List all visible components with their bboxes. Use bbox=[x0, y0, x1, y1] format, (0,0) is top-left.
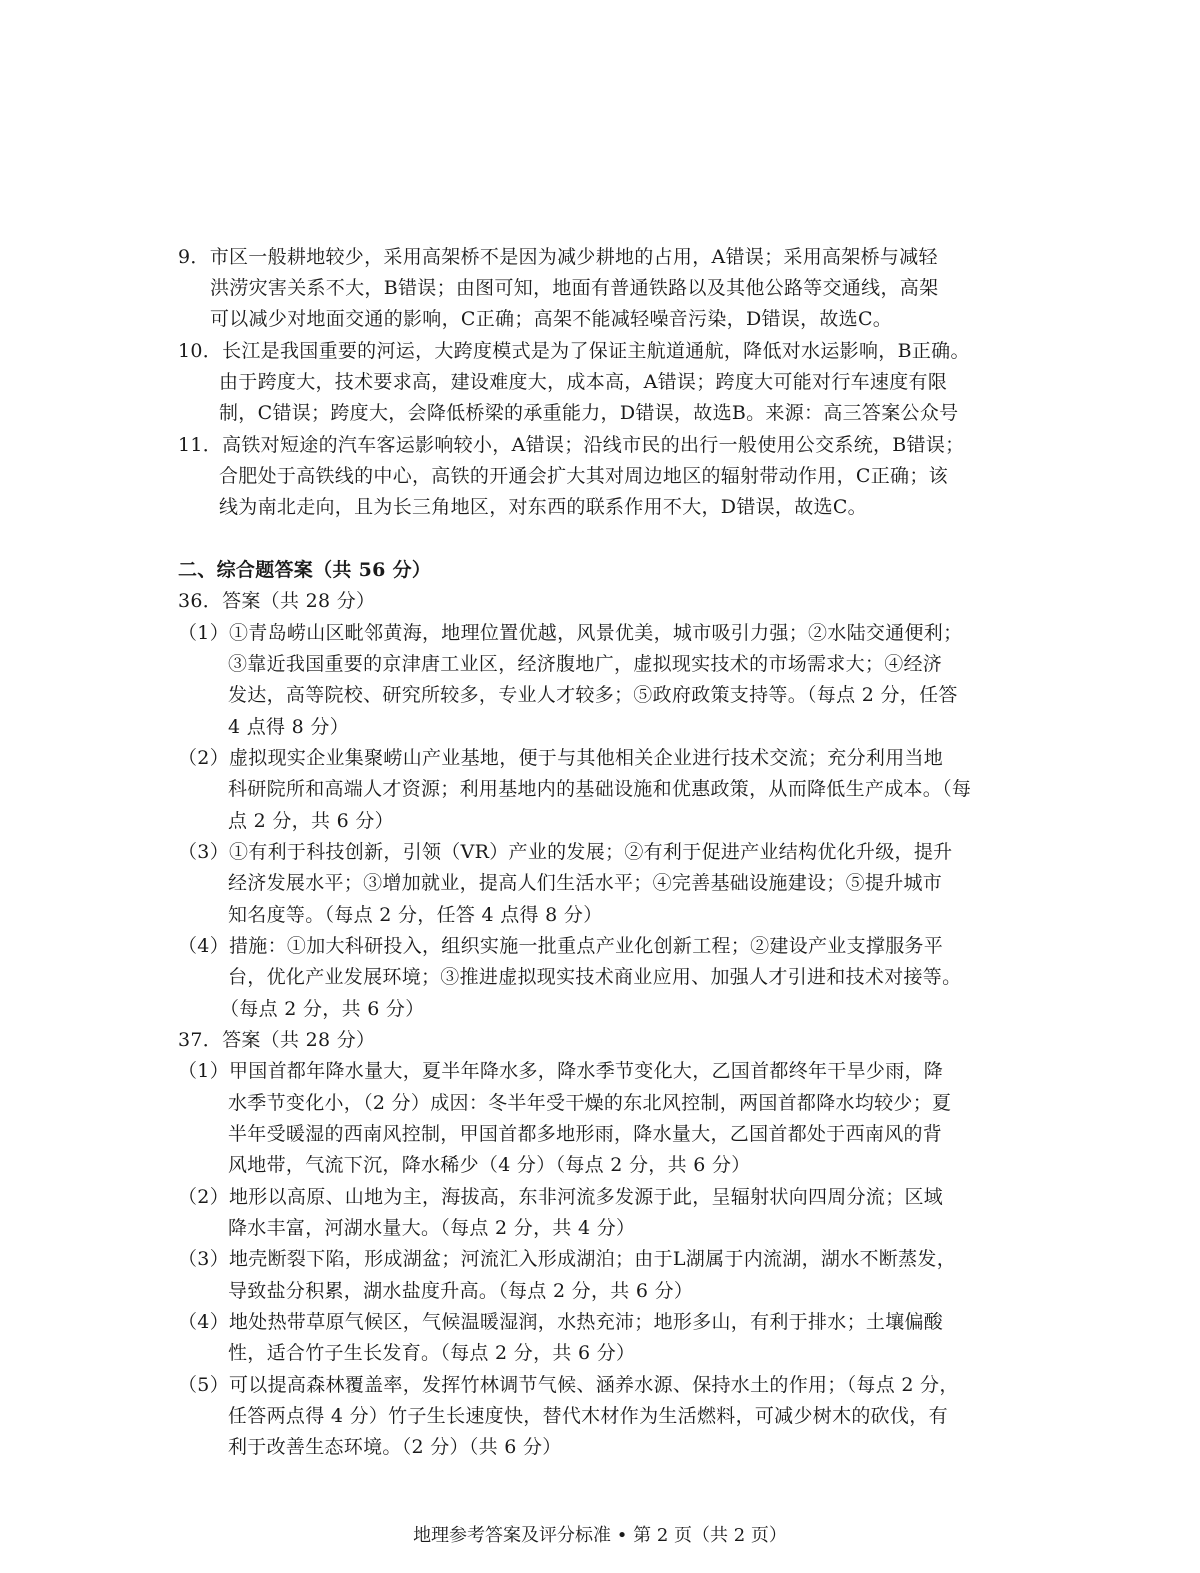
text-line: 9．市区一般耕地较少，采用高架桥不是因为减少耕地的占用，A错误；采用高架桥与减轻 bbox=[178, 246, 938, 268]
text-line: （每点 2 分，共 6 分） bbox=[220, 998, 425, 1020]
text-line: （2）虚拟现实企业集聚崂山产业基地，便于与其他相关企业进行技术交流；充分利用当地 bbox=[178, 747, 944, 769]
text-line: 半年受暖湿的西南风控制，甲国首都多地形雨，降水量大，乙国首都处于西南风的背 bbox=[228, 1123, 943, 1145]
text-line: 合肥处于高铁线的中心，高铁的开通会扩大其对周边地区的辐射带动作用，C正确；该 bbox=[219, 465, 948, 487]
text-line: ③靠近我国重要的京津唐工业区，经济腹地广，虚拟现实技术的市场需求大；④经济 bbox=[228, 653, 943, 675]
text-line: 降水丰富，河湖水量大。（每点 2 分，共 4 分） bbox=[228, 1217, 636, 1239]
text-line: （4）措施：①加大科研投入，组织实施一批重点产业化创新工程；②建设产业支撑服务平 bbox=[178, 935, 944, 957]
text-line: （3）①有利于科技创新，引领（VR）产业的发展；②有利于促进产业结构优化升级，提升 bbox=[178, 841, 953, 863]
text-line: 水季节变化小，（2 分）成因：冬半年受干燥的东北风控制，两国首都降水均较少；夏 bbox=[228, 1092, 952, 1114]
text-line: （4）地处热带草原气候区，气候温暖湿润，水热充沛；地形多山，有利于排水；土壤偏酸 bbox=[178, 1311, 944, 1333]
text-line: 发达，高等院校、研究所较多，专业人才较多；⑤政府政策支持等。（每点 2 分，任答 bbox=[228, 684, 958, 706]
text-line: 台，优化产业发展环境；③推进虚拟现实技术商业应用、加强人才引进和技术对接等。 bbox=[228, 966, 962, 988]
page-footer: 地理参考答案及评分标准 • 第 2 页（共 2 页） bbox=[413, 1525, 787, 1546]
text-line: （3）地壳断裂下陷，形成湖盆；河流汇入形成湖泊；由于L湖属于内流湖，湖水不断蒸发， bbox=[178, 1248, 957, 1270]
text-line: （1）甲国首都年降水量大，夏半年降水多，降水季节变化大，乙国首都终年干旱少雨，降 bbox=[178, 1060, 944, 1082]
text-line: 线为南北走向，且为长三角地区，对东西的联系作用不大，D错误，故选C。 bbox=[219, 496, 867, 518]
text-line: 知名度等。（每点 2 分，任答 4 点得 8 分） bbox=[228, 904, 603, 926]
text-line: （5）可以提高森林覆盖率，发挥竹林调节气候、涵养水源、保持水土的作用；（每点 2 分， bbox=[178, 1374, 959, 1396]
text-line: 洪涝灾害关系不大，B错误；由图可知，地面有普通铁路以及其他公路等交通线，高架 bbox=[210, 277, 939, 299]
text-line: 导致盐分积累，湖水盐度升高。（每点 2 分，共 6 分） bbox=[228, 1280, 694, 1302]
text-line: 制，C错误；跨度大，会降低桥梁的承重能力，D错误，故选B。来源：高三答案公众号 bbox=[219, 402, 959, 424]
text-line: （1）①青岛崂山区毗邻黄海，地理位置优越，风景优美，城市吸引力强；②水陆交通便利； bbox=[178, 622, 963, 644]
text-line: 点 2 分，共 6 分） bbox=[228, 810, 394, 832]
question-heading: 37．答案（共 28 分） bbox=[178, 1029, 376, 1051]
text-line: 科研院所和高端人才资源；利用基地内的基础设施和优惠政策，从而降低生产成本。（每 bbox=[228, 778, 972, 800]
text-line: 性，适合竹子生长发育。（每点 2 分，共 6 分） bbox=[228, 1342, 636, 1364]
text-line: 经济发展水平；③增加就业，提高人们生活水平；④完善基础设施建设；⑤提升城市 bbox=[228, 872, 943, 894]
question-heading: 36．答案（共 28 分） bbox=[178, 590, 376, 612]
text-line: 利于改善生态环境。（2 分）（共 6 分） bbox=[228, 1436, 562, 1458]
text-line: 可以减少对地面交通的影响，C正确；高架不能减轻噪音污染，D错误，故选C。 bbox=[210, 308, 893, 330]
text-line: 10．长江是我国重要的河运，大跨度模式是为了保证主航道通航，降低对水运影响，B正确。 bbox=[178, 340, 970, 362]
text-line: 由于跨度大，技术要求高，建设难度大，成本高，A错误；跨度大可能对行车速度有限 bbox=[219, 371, 948, 393]
section-heading: 二、综合题答案（共 56 分） bbox=[178, 559, 432, 581]
text-line: 风地带，气流下沉，降水稀少（4 分）（每点 2 分，共 6 分） bbox=[228, 1154, 751, 1176]
text-line: 任答两点得 4 分）竹子生长速度快，替代木材作为生活燃料，可减少树木的砍伐，有 bbox=[228, 1405, 948, 1427]
text-line: 11．高铁对短途的汽车客运影响较小，A错误；沿线市民的出行一般使用公交系统，B错误； bbox=[178, 434, 965, 456]
text-line: （2）地形以高原、山地为主，海拔高，东非河流多发源于此，呈辐射状向四周分流；区域 bbox=[178, 1186, 944, 1208]
text-line: 4 点得 8 分） bbox=[228, 716, 349, 738]
